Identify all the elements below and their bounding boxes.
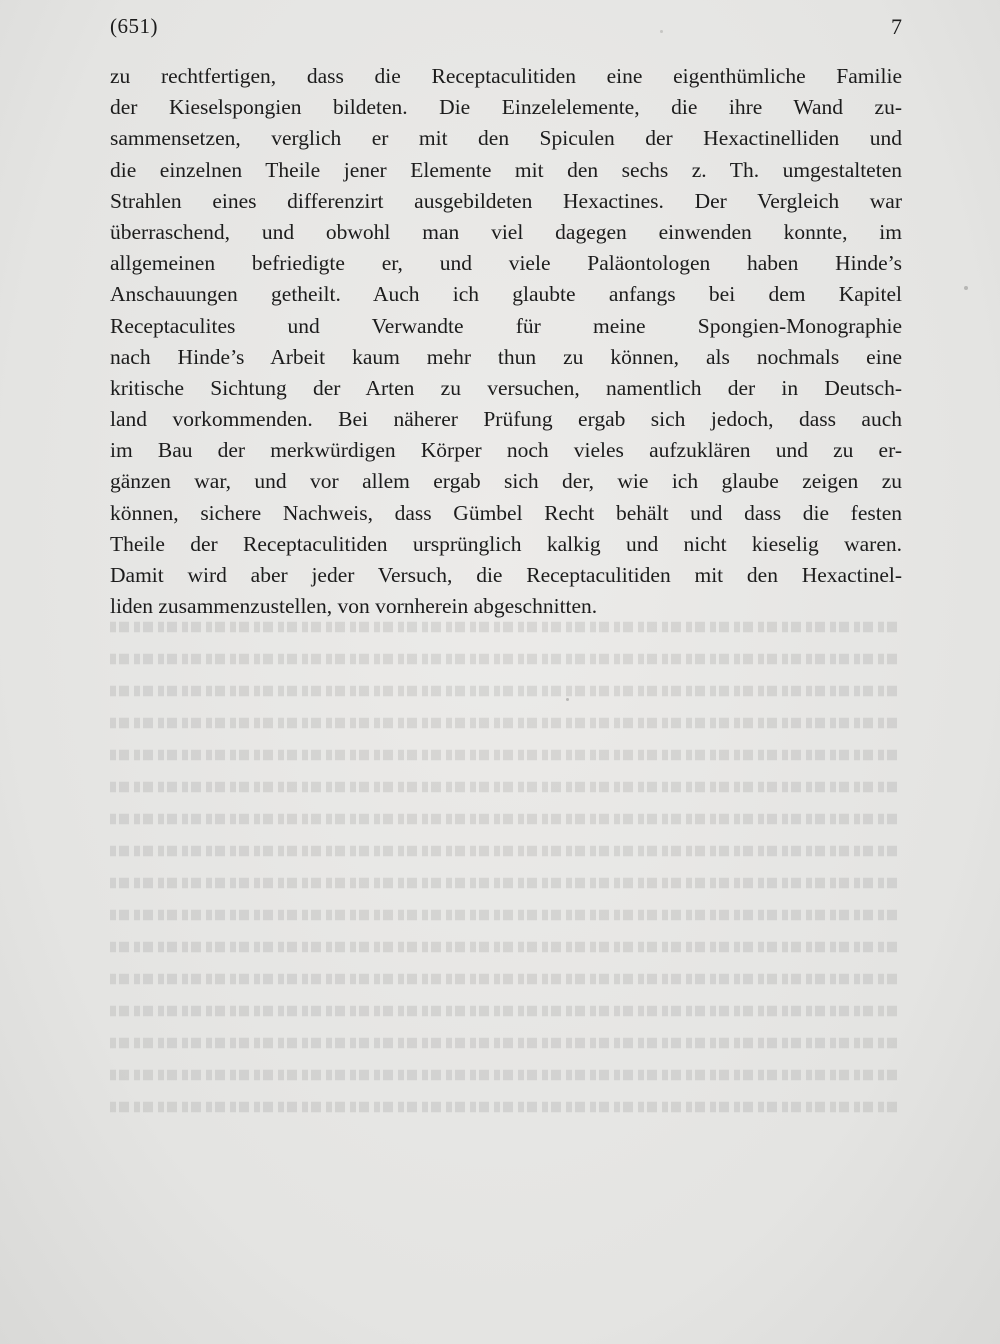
text-line: der Kieselspongien bildeten. Die Einzelelemente, die ihre Wand zu- [110,95,902,120]
text-line: im Bau der merkwürdigen Körper noch vieles aufzuklären und zu er- [110,438,902,463]
body-paragraph [110,61,902,622]
text-line: liden zusammenzustellen, von vornherein abgeschnitten. [110,594,598,619]
ink-speck [964,286,968,290]
show-through-text [110,612,902,1132]
ink-speck [566,698,569,701]
text-line: Receptaculites und Verwandte für meine Spongien-Monographie [110,313,902,338]
page-number: 7 [891,14,902,39]
ink-speck [660,30,663,33]
text-line: Theile der Receptaculitiden ursprünglich kalkig und nicht kieselig waren. [110,531,902,556]
text-line: Anschauungen getheilt. Auch ich glaubte anfangs bei dem Kapitel [110,282,902,307]
page-reference: (651) [110,14,158,38]
text-line: können, sichere Nachweis, dass Gümbel Recht behält und dass die festen [110,500,902,525]
text-line: kritische Sichtung der Arten zu versuchen, namentlich der in Deutsch- [110,375,902,400]
text-line: gänzen war, und vor allem ergab sich der, wie ich glaube zeigen zu [110,469,902,494]
text-line: überraschend, und obwohl man viel dagegen einwenden konnte, im [110,219,902,244]
text-line: allgemeinen befriedigte er, und viele Paläontologen haben Hinde’s [110,251,902,276]
text-line: Strahlen eines differenzirt ausgebildeten Hexactines. Der Vergleich war [110,188,902,213]
text-line: nach Hinde’s Arbeit kaum mehr thun zu können, als nochmals eine [110,344,902,369]
text-line: land vorkommenden. Bei näherer Prüfung ergab sich jedoch, dass auch [110,407,902,432]
text-line: die einzelnen Theile jener Elemente mit den sechs z. Th. umgestalteten [110,157,902,182]
text-line: zu rechtfertigen, dass die Receptaculitiden eine eigenthümliche Familie [110,64,902,88]
text-line: sammensetzen, verglich er mit den Spiculen der Hexactinelliden und [110,126,902,151]
page-header [110,14,902,44]
text-line: Damit wird aber jeder Versuch, die Receptaculitiden mit den Hexactinel- [110,563,902,587]
